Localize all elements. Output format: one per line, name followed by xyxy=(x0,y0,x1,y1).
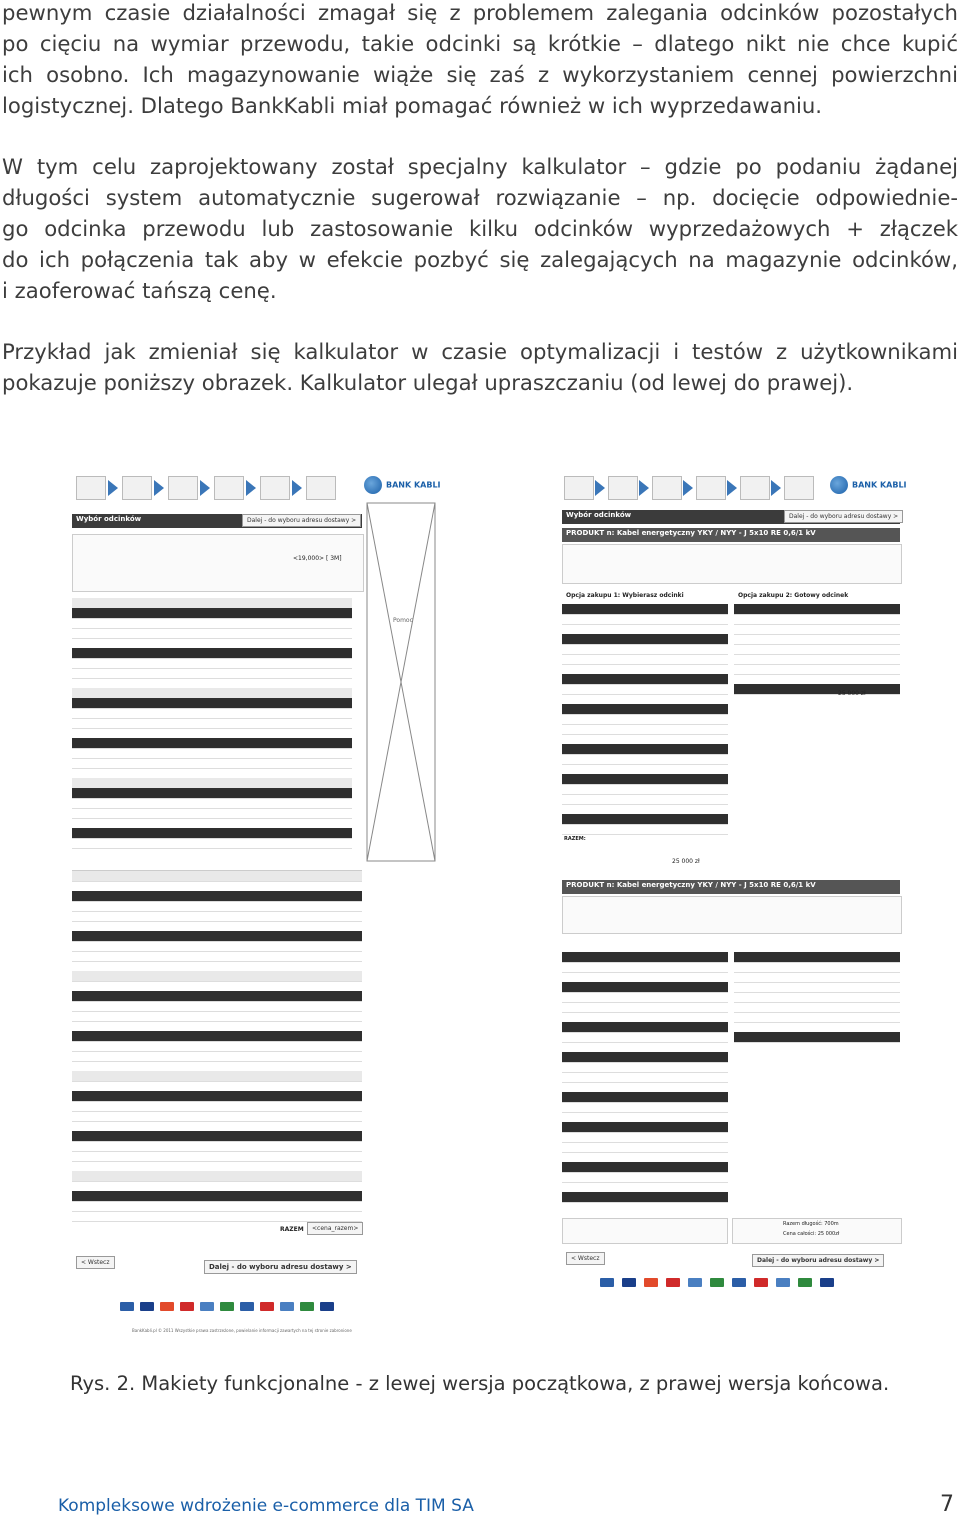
total-label: RAZEM: xyxy=(564,836,586,842)
segments-table xyxy=(72,870,362,1221)
segments-table xyxy=(562,604,728,834)
sum-length: Razem długość: 700m xyxy=(783,1221,839,1227)
total-label: RAZEM xyxy=(280,1226,304,1233)
section-header: Wybór odcinków xyxy=(72,514,362,528)
step-arrow-icon xyxy=(639,480,649,496)
mockup-final-version xyxy=(562,470,907,1290)
ready-segment-table xyxy=(734,952,900,1048)
step-arrow-icon xyxy=(154,480,164,496)
step-arrow-icon xyxy=(683,480,693,496)
payment-icon xyxy=(220,1302,234,1311)
section-header: Wybór odcinków xyxy=(562,510,900,524)
step-box xyxy=(306,476,336,500)
step-box xyxy=(76,476,106,500)
mastercard-icon xyxy=(644,1278,658,1287)
wireframe-label: Pomoc xyxy=(393,617,413,624)
paragraph-calculator xyxy=(2,151,958,306)
payment-icon xyxy=(798,1278,812,1287)
text-line: W tym celu zaprojektowany został specjalny kalkulator – gdzie po podaniu żądanej xyxy=(2,154,958,179)
footer-company: dla TIM SA xyxy=(378,1496,474,1516)
payment-icon xyxy=(600,1278,614,1287)
bank-kabli-logo: BANK KABLI xyxy=(364,476,441,494)
discount-box xyxy=(562,1218,728,1244)
step-box xyxy=(784,476,814,500)
payment-icon xyxy=(180,1302,194,1311)
back-button[interactable]: < Wstecz xyxy=(566,1252,605,1265)
text-line: pokazuje poniższy obrazek. Kalkulator ulegał upraszczaniu (od lewej do prawej). xyxy=(2,370,854,395)
step-box xyxy=(214,476,244,500)
figure-caption: Rys. 2. Makiety funkcjonalne - z lewej wersja początkowa, z prawej wersja końcowa. xyxy=(70,1372,890,1395)
step-arrow-icon xyxy=(246,480,256,496)
step-arrow-icon xyxy=(771,480,781,496)
next-button[interactable]: Dalej - do wyboru adresu dostawy > xyxy=(784,510,903,523)
text-line: go odcinka przewodu lub zastosowanie kilku odcinków wyprzedażowych + złączek xyxy=(2,216,958,241)
paragraph-intro xyxy=(2,0,958,121)
text-line: pewnym czasie działalności zmagał się z problemem zalegania odcinków pozostałych xyxy=(2,0,958,25)
payment-icon xyxy=(260,1302,274,1311)
option2-title[interactable]: Opcja zakupu 2: Gotowy odcinek xyxy=(738,592,849,599)
step-arrow-icon xyxy=(292,480,302,496)
globe-icon xyxy=(830,476,848,494)
image-placeholder xyxy=(366,502,436,862)
text-line: logistycznej. Dlatego BankKabli miał pomagać również w ich wyprzedawaniu. xyxy=(2,93,823,118)
step-box xyxy=(260,476,290,500)
summary-box xyxy=(732,1218,902,1244)
table-row xyxy=(72,1211,362,1222)
payment-icon xyxy=(666,1278,680,1287)
copyright-text: BankKabli.pl © 2011 Wszystkie prawa zastrzeżone, powielanie informacji zawartych na tej stronie zabronione xyxy=(132,1328,352,1333)
segments-table xyxy=(562,952,728,1202)
step-box xyxy=(608,476,638,500)
table-row xyxy=(562,1192,728,1203)
step-arrow-icon xyxy=(595,480,605,496)
mastercard-icon xyxy=(160,1302,174,1311)
payment-icon xyxy=(820,1278,834,1287)
text-line: długości system automatycznie sugerował rozwiązanie – np. docięcie odpowiednie- xyxy=(2,185,958,210)
payment-icon xyxy=(688,1278,702,1287)
text-line: Przykład jak zmieniał się kalkulator w czasie optymalizacji i testów z użytkownikami xyxy=(2,339,958,364)
payment-icon xyxy=(754,1278,768,1287)
globe-icon xyxy=(364,476,382,494)
payment-icon xyxy=(200,1302,214,1311)
back-button[interactable]: < Wstecz xyxy=(76,1256,115,1269)
payment-icon xyxy=(732,1278,746,1287)
page-number: 7 xyxy=(940,1492,954,1517)
product-header: PRODUKT n: Kabel energetyczny YKY / NYY - J 5x10 RE 0,6/1 kV xyxy=(562,528,900,542)
product-info-box xyxy=(562,896,902,934)
payment-icon xyxy=(776,1278,790,1287)
next-button[interactable]: Dalej - do wyboru adresu dostawy > xyxy=(204,1260,357,1274)
step-box xyxy=(168,476,198,500)
length-value: <19,000> [ 3M] xyxy=(293,555,342,562)
step-arrow-icon xyxy=(108,480,118,496)
text-line: ich osobno. Ich magazynowanie wiąże się zaś z wykorzystaniem cennej powierzchni xyxy=(2,62,958,87)
payment-icon xyxy=(710,1278,724,1287)
ready-segment-table xyxy=(734,604,900,700)
page-footer xyxy=(58,1496,474,1516)
total-value: 25 000 zł xyxy=(672,858,700,865)
step-box xyxy=(740,476,770,500)
step-box xyxy=(652,476,682,500)
payment-icons xyxy=(120,1300,360,1314)
total-value: <cena_razem> xyxy=(307,1222,363,1235)
table-row xyxy=(734,1032,900,1043)
table-row xyxy=(734,684,900,695)
sum-price: Cena całości: 25 000zł xyxy=(783,1231,840,1237)
option1-title[interactable]: Opcja zakupu 1: Wybierasz odcinki xyxy=(566,592,684,599)
segments-table xyxy=(72,598,352,848)
payment-icon xyxy=(240,1302,254,1311)
payment-icon xyxy=(280,1302,294,1311)
paragraph-example xyxy=(2,336,958,398)
table-row xyxy=(72,838,352,849)
step-arrow-icon xyxy=(200,480,210,496)
text-line: i zaoferować tańszą cenę. xyxy=(2,278,277,303)
payment-icon xyxy=(120,1302,134,1311)
text-line: do ich połączenia tak aby w efekcie pozbyć się zalegających na magazynie odcinków, xyxy=(2,247,958,272)
checkout-steps xyxy=(562,470,907,508)
next-button[interactable]: Dalej - do wyboru adresu dostawy > xyxy=(242,514,361,527)
table-row xyxy=(562,824,728,835)
step-arrow-icon xyxy=(727,480,737,496)
product-info-box xyxy=(72,534,364,592)
step-box xyxy=(122,476,152,500)
text-line: po cięciu na wymiar przewodu, takie odcinki są krótkie – dlatego nikt nie chce kupić xyxy=(2,31,958,56)
next-button[interactable]: Dalej - do wyboru adresu dostawy > xyxy=(752,1254,884,1267)
bank-kabli-logo: BANK KABLI xyxy=(830,476,907,494)
step-box xyxy=(564,476,594,500)
visa-icon xyxy=(622,1278,636,1287)
payment-icon xyxy=(320,1302,334,1311)
step-box xyxy=(696,476,726,500)
option2-total: 25 000 zł xyxy=(838,690,866,697)
product-info-box xyxy=(562,544,902,584)
footer-title: Kompleksowe wdrożenie e-commerce xyxy=(58,1496,379,1516)
product-header: PRODUKT n: Kabel energetyczny YKY / NYY - J 5x10 RE 0,6/1 kV xyxy=(562,880,900,894)
payment-icons xyxy=(600,1276,900,1290)
payment-icon xyxy=(300,1302,314,1311)
visa-icon xyxy=(140,1302,154,1311)
